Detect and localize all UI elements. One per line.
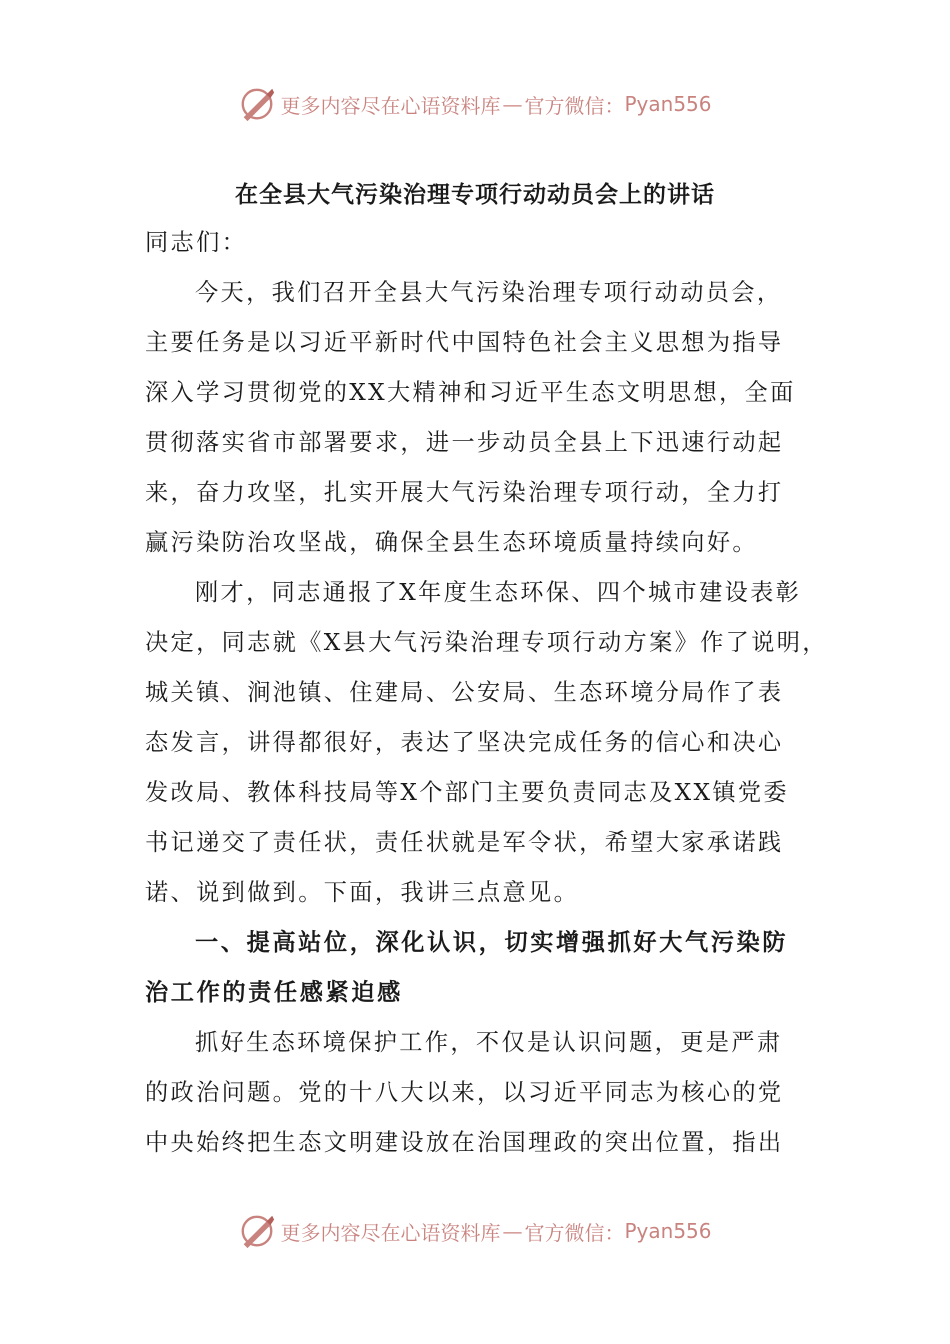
- pen-logo-icon: [238, 1212, 276, 1250]
- body-text-line: 来，奋力攻坚，扎实开展大气污染治理专项行动，全力打: [145, 479, 784, 506]
- watermark-separator: —: [502, 1219, 523, 1243]
- document-title: 在全县大气污染治理专项行动动员会上的讲话: [235, 182, 715, 208]
- body-text-line: 决定，同志就《X县大气污染治理专项行动方案》作了说明，: [145, 629, 828, 656]
- body-text-line: 深入学习贯彻党的XX大精神和习近平生态文明思想，全面: [145, 379, 796, 406]
- body-text-line: 城关镇、涧池镇、住建局、公安局、生态环境分局作了表: [145, 679, 784, 706]
- footer-watermark: [0, 1209, 950, 1253]
- body-text-line: 抓好生态环境保护工作，不仅是认识问题，更是严肃: [195, 1029, 783, 1056]
- body-text-line: 主要任务是以习近平新时代中国特色社会主义思想为指导: [145, 329, 784, 356]
- watermark-contact-label: 官方微信：: [524, 93, 625, 118]
- watermark-contact-id: Pyan556: [624, 92, 712, 116]
- section-heading-line: 一、提高站位，深化认识，切实增强抓好大气污染防: [195, 929, 789, 956]
- watermark-contact-id: Pyan556: [624, 1219, 712, 1243]
- watermark-brand: 更多内容尽在心语资料库: [280, 1220, 501, 1245]
- body-text-line: 发改局、教体科技局等X个部门主要负责同志及XX镇党委: [145, 779, 789, 806]
- body-text-line: 刚才，同志通报了X年度生态环保、四个城市建设表彰: [195, 579, 802, 606]
- body-text-line: 的政治问题。党的十八大以来，以习近平同志为核心的党: [145, 1079, 784, 1106]
- body-text-line: 贯彻落实省市部署要求，进一步动员全县上下迅速行动起: [145, 429, 784, 456]
- watermark-contact-label: 官方微信：: [524, 1220, 625, 1245]
- body-text-line: 同志们：: [145, 229, 248, 256]
- body-text-line: 赢污染防治攻坚战，确保全县生态环境质量持续向好。: [145, 529, 758, 556]
- watermark-separator: —: [502, 92, 523, 116]
- body-text-line: 中央始终把生态文明建设放在治国理政的突出位置，指出: [145, 1129, 784, 1156]
- watermark-brand: 更多内容尽在心语资料库: [280, 93, 501, 118]
- section-heading-line: 治工作的责任感紧迫感: [145, 979, 403, 1006]
- body-text-line: 书记递交了责任状，责任状就是军令状，希望大家承诺践: [145, 829, 784, 856]
- body-text-line: 诺、说到做到。下面，我讲三点意见。: [145, 879, 580, 906]
- document-body: [145, 218, 828, 1168]
- body-text-line: 今天，我们召开全县大气污染治理专项行动动员会，: [195, 279, 783, 306]
- body-text-line: 态发言，讲得都很好，表达了坚决完成任务的信心和决心: [145, 729, 784, 756]
- header-watermark: [0, 82, 950, 126]
- pen-logo-icon: [238, 85, 276, 123]
